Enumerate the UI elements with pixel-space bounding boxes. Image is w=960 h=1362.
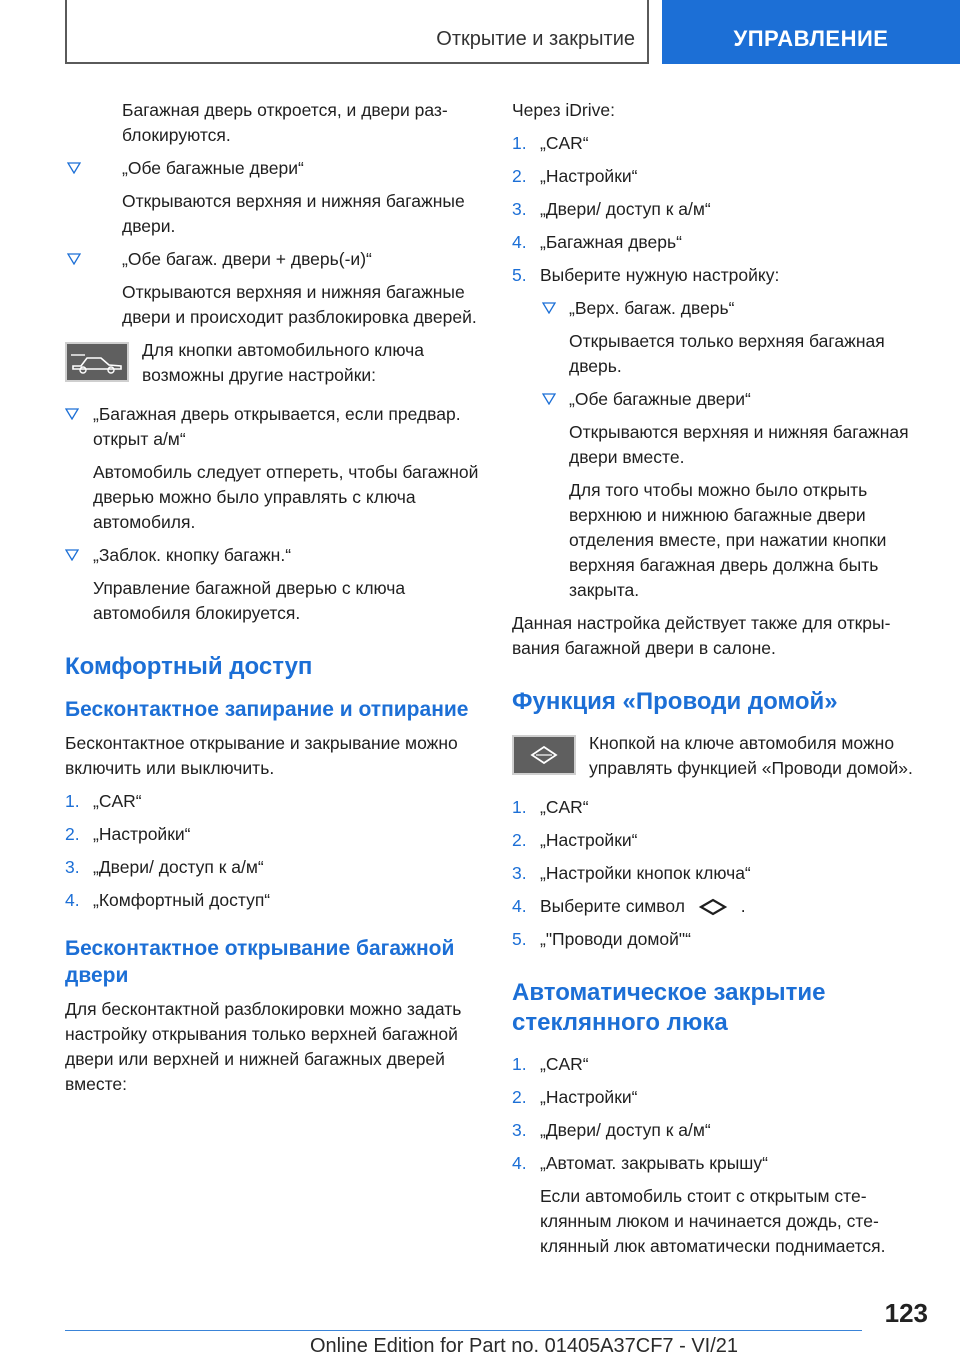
step-text: „CAR“ [540, 797, 589, 817]
follow-me-note-text: Кнопкой на ключе автомобиля можно управлять функцией «Проводи домой». [589, 733, 913, 778]
bullet-both-trunk-doors-plus [65, 247, 480, 272]
bullet-triangle-icon [67, 253, 81, 265]
paragraph-trunk-opens: Багажная дверь откроется, и двери разблокируются. [122, 100, 448, 145]
step-number: 4. [65, 890, 80, 910]
list-item [65, 855, 480, 880]
header-box [65, 0, 649, 64]
paragraph-rain: Если автомобиль стоит с открытым стеклянным люком и начинается дождь, стеклянный люк автоматически поднимается. [540, 1186, 886, 1256]
step-text: „Настройки“ [93, 824, 191, 844]
step-text: Выберите символ [540, 896, 685, 916]
steps-sunroof-list [512, 1052, 927, 1176]
step-number: 2. [512, 1087, 527, 1107]
step-text: „Комфортный доступ“ [93, 890, 271, 910]
bullet-title: „Обе багажные двери“ [122, 158, 304, 178]
step-number: 3. [512, 1120, 527, 1140]
footer-divider [65, 1330, 862, 1331]
bullet-both-trunk-doors [65, 156, 480, 181]
list-item [512, 131, 927, 156]
footer-edition: Online Edition for Part no. 01405A37CF7 - VI/21 [310, 1335, 739, 1357]
step-number: 4. [512, 896, 527, 916]
bullet-text: Автомобиль следует отпереть, чтобы багажной дверью можно было управлять с ключа автомобиля. [93, 462, 479, 532]
step-number: 1. [512, 1054, 527, 1074]
page-number: 123 [884, 1298, 928, 1328]
list-item [512, 230, 927, 255]
step-text: „Двери/ доступ к а/м“ [93, 857, 264, 877]
step-text: „Двери/ доступ к а/м“ [540, 1120, 711, 1140]
right-column [512, 98, 927, 1267]
bullet-triangle-icon [65, 549, 79, 561]
paragraph-idrive: Через iDrive: [512, 100, 615, 120]
sub-option-both-doors [512, 387, 927, 412]
sub-option-note: Для того чтобы можно было открыть верхнюю и нижнюю багажные двери отделения вместе, при нажатии кнопки верхняя багажная дверь должна быть закрыта. [569, 480, 887, 600]
step-text: „CAR“ [540, 1054, 589, 1074]
bullet-text: Открываются верхняя и нижняя багажные двери и происходит разблокировка дверей. [122, 282, 477, 327]
left-column [65, 98, 480, 1105]
step-number: 1. [512, 133, 527, 153]
heading-auto-close-sunroof: Автоматическое закрытие стеклянного люка [512, 979, 826, 1036]
sub-option-title: „Верх. багаж. дверь“ [569, 298, 735, 318]
bullet-text: Управление багажной дверью с ключа автомобиля блокируется. [93, 578, 406, 623]
step-number: 2. [65, 824, 80, 844]
list-item [512, 861, 927, 886]
step-text: „Автомат. закрывать крышу“ [540, 1153, 768, 1173]
sub-option-text: Открываются верхняя и нижняя багажная двери вместе. [569, 422, 909, 467]
heading-comfort-access: Комфортный доступ [65, 653, 313, 680]
step-text: „Настройки“ [540, 830, 638, 850]
diamond-key-icon [512, 735, 576, 775]
step-number: 5. [512, 929, 527, 949]
chapter-tab[interactable]: УПРАВЛЕНИЕ [662, 0, 960, 64]
step-text: „CAR“ [93, 791, 142, 811]
sub-option-title: „Обе багажные двери“ [569, 389, 751, 409]
key-button-note-text: Для кнопки автомобильного ключа возможны другие настройки: [142, 340, 424, 385]
bullet-triangle-icon [67, 162, 81, 174]
paragraph-interior: Данная настройка действует также для открывания багажной двери в салоне. [512, 613, 891, 658]
step-text: „Настройки кнопок ключа“ [540, 863, 751, 883]
step-number: 5. [512, 265, 527, 285]
step-text: „Багажная дверь“ [540, 232, 682, 252]
step-number: 3. [65, 857, 80, 877]
list-item [512, 894, 927, 919]
step-number: 2. [512, 830, 527, 850]
section-title: Открытие и закрытие [436, 28, 635, 50]
car-trunk-key-icon [65, 342, 129, 382]
bullet-triangle-icon [65, 408, 79, 420]
list-item [512, 1118, 927, 1143]
heading-follow-me-home: Функция «Проводи домой» [512, 688, 838, 715]
step-text: „"Проводи домой"“ [540, 929, 691, 949]
step-number: 1. [512, 797, 527, 817]
heading-contactless-trunk: Бесконтактное открывание багажной двери [65, 937, 455, 987]
step-number: 3. [512, 199, 527, 219]
bullet-title: „Багажная дверь открывается, если предвар. открыт а/м“ [93, 404, 461, 449]
steps-idrive-list [512, 131, 927, 288]
list-item [65, 888, 480, 913]
key-button-note [65, 338, 480, 388]
step-number: 4. [512, 1153, 527, 1173]
step-number: 4. [512, 232, 527, 252]
paragraph-contactless: Бесконтактное открывание и закрывание можно включить или выключить. [65, 733, 458, 778]
heading-contactless-locking: Бесконтактное запирание и отпирание [65, 698, 469, 721]
list-item [512, 927, 927, 952]
follow-me-note [512, 731, 927, 781]
step-number: 1. [65, 791, 80, 811]
step-number: 2. [512, 166, 527, 186]
bullet-title: „Заблок. кнопку багажн.“ [93, 545, 292, 565]
list-item [512, 263, 927, 288]
list-item [65, 822, 480, 847]
list-item [512, 1085, 927, 1110]
list-item [65, 789, 480, 814]
steps-follow-list [512, 795, 927, 952]
bullet-trunk-if-unlocked [65, 402, 480, 452]
sub-option-text: Открывается только верхняя багажная дверь. [569, 331, 885, 376]
bullet-triangle-icon [542, 393, 556, 405]
step-number: 3. [512, 863, 527, 883]
list-item [512, 795, 927, 820]
bullet-lock-trunk-button [65, 543, 480, 568]
list-item [512, 1151, 927, 1176]
sub-option-upper-door [512, 296, 927, 321]
step-text: „Настройки“ [540, 166, 638, 186]
paragraph-trunk-open: Для бесконтактной разблокировки можно задать настройку открывания только верхней багажной двери или верхней и нижней багажных дверей вместе: [65, 999, 462, 1094]
list-item [512, 197, 927, 222]
list-item [512, 1052, 927, 1077]
step-text: Выберите нужную настройку: [540, 265, 780, 285]
step-text: „Настройки“ [540, 1087, 638, 1107]
bullet-title: „Обе багаж. двери + дверь(-и)“ [122, 249, 372, 269]
steps-comfort-list [65, 789, 480, 913]
step-text-end: . [740, 896, 746, 916]
bullet-text: Открываются верхняя и нижняя багажные двери. [122, 191, 465, 236]
step-text: „Двери/ доступ к а/м“ [540, 199, 711, 219]
list-item [512, 828, 927, 853]
list-item [512, 164, 927, 189]
diamond-symbol-icon [696, 897, 730, 917]
bullet-triangle-icon [542, 302, 556, 314]
step-text: „CAR“ [540, 133, 589, 153]
